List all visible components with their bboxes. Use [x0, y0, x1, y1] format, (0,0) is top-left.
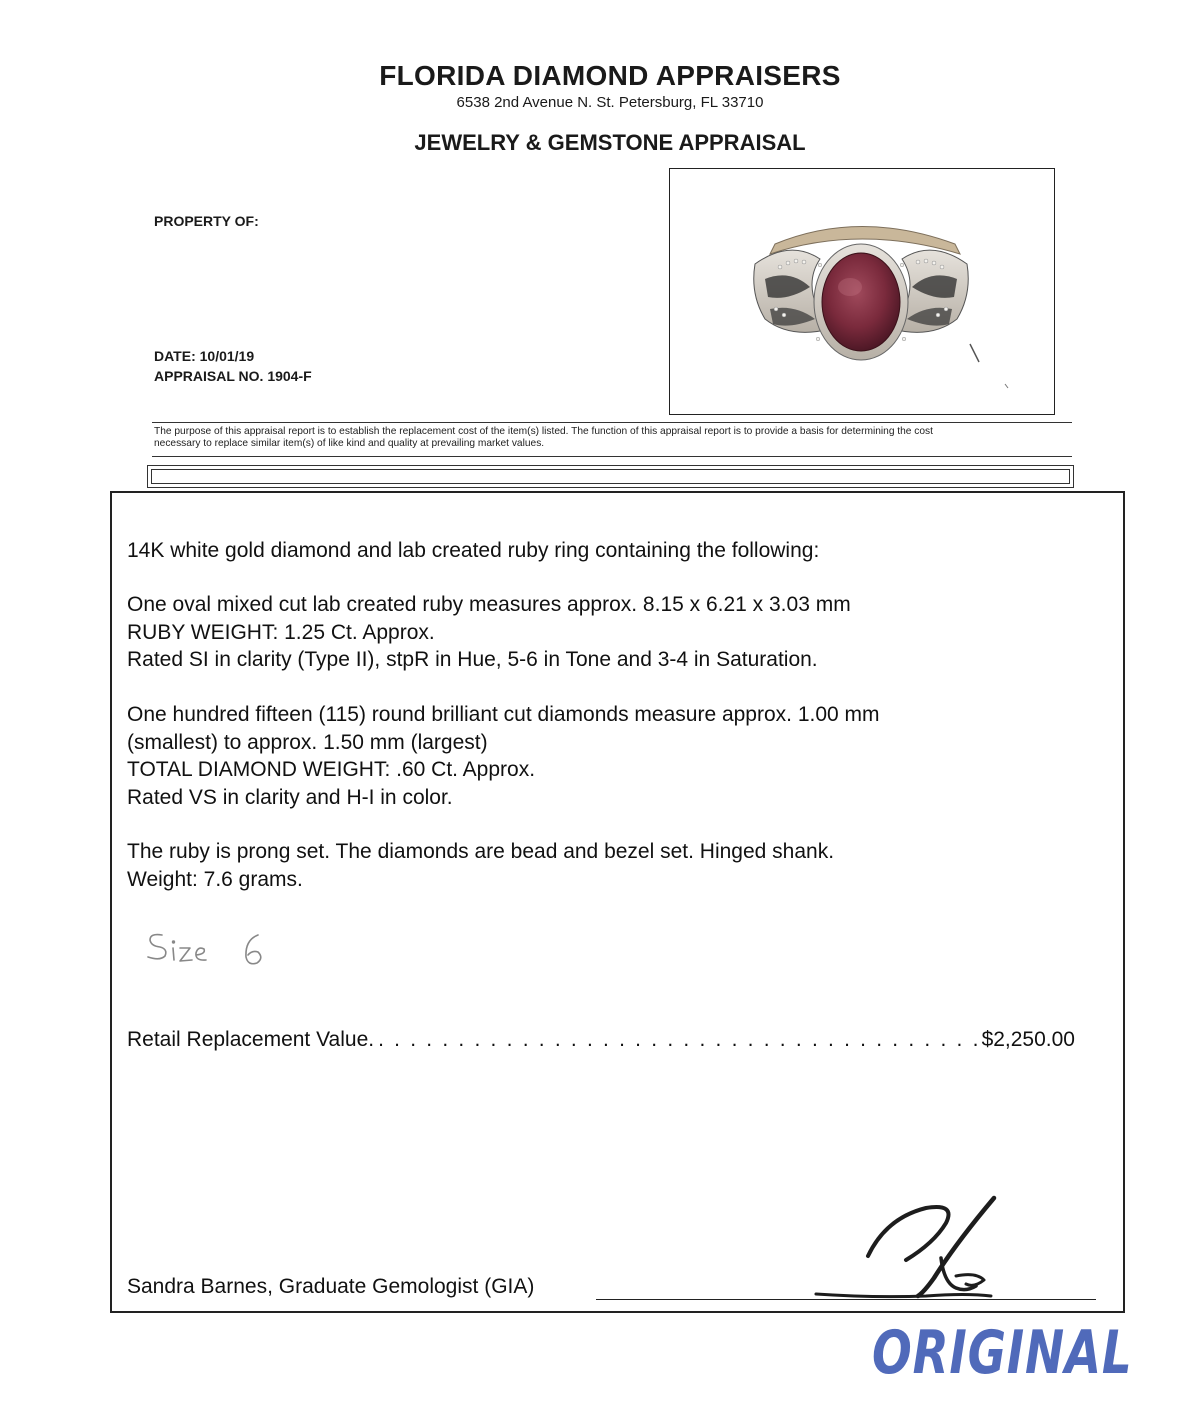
top-divider [152, 422, 1072, 423]
retail-value-label: Retail Replacement Value. [127, 1028, 375, 1051]
diamond-line: Rated VS in clarity and H-I in color. [127, 785, 453, 809]
ring-photo-frame [669, 168, 1055, 415]
leader-dots [374, 1028, 981, 1052]
disclaimer-line-1: The purpose of this appraisal report is to establish the replacement cost of the item(s) listed. The function of this appraisal report is to provide a basis for determining the cost [154, 426, 933, 437]
handwritten-signature [806, 1188, 1006, 1313]
diamond-line: TOTAL DIAMOND WEIGHT: .60 Ct. Approx. [127, 758, 536, 781]
ruby-line: One oval mixed cut lab created ruby measures approx. 8.15 x 6.21 x 3.03 mm [127, 593, 851, 616]
setting-line: Weight: 7.6 grams. [127, 867, 303, 891]
ring-photo-icon [670, 169, 1053, 413]
ruby-line: Rated SI in clarity (Type II), stpR in Hue, 5-6 in Tone and 3-4 in Saturation. [127, 648, 818, 671]
setting-line: The ruby is prong set. The diamonds are bead and bezel set. Hinged shank. [127, 840, 835, 863]
disclaimer-line-2: necessary to replace similar item(s) of like kind and quality at prevailing market values. [154, 438, 545, 449]
empty-double-rule-box [147, 465, 1074, 488]
bottom-divider [152, 456, 1072, 457]
company-name: FLORIDA DIAMOND APPRAISERS [379, 60, 841, 91]
ruby-line: RUBY WEIGHT: 1.25 Ct. Approx. [127, 620, 435, 644]
disclaimer [154, 426, 1084, 450]
handwritten-size-note [140, 925, 280, 975]
company-address: 6538 2nd Avenue N. St. Petersburg, FL 33710 [456, 94, 764, 111]
signer-name: Sandra Barnes, Graduate Gemologist (GIA) [127, 1275, 535, 1298]
diamonds-description [127, 701, 880, 811]
original-stamp: ORIGINAL [872, 1318, 1133, 1388]
appraisal-number-field: APPRAISAL NO. 1904-F [154, 368, 312, 384]
setting-description [127, 838, 834, 893]
document-title: JEWELRY & GEMSTONE APPRAISAL [414, 130, 806, 155]
retail-value-amount: $2,250.00 [981, 1028, 1075, 1051]
item-description-intro: 14K white gold diamond and lab created ruby ring containing the following: [127, 539, 820, 562]
ruby-description [127, 591, 851, 674]
retail-value-line [127, 1028, 1075, 1052]
diamond-line: (smallest) to approx. 1.50 mm (largest) [127, 730, 488, 754]
property-of-label: PROPERTY OF: [154, 213, 259, 229]
date-field: DATE: 10/01/19 [154, 348, 255, 364]
diamond-line: One hundred fifteen (115) round brilliant cut diamonds measure approx. 1.00 mm [127, 703, 880, 726]
